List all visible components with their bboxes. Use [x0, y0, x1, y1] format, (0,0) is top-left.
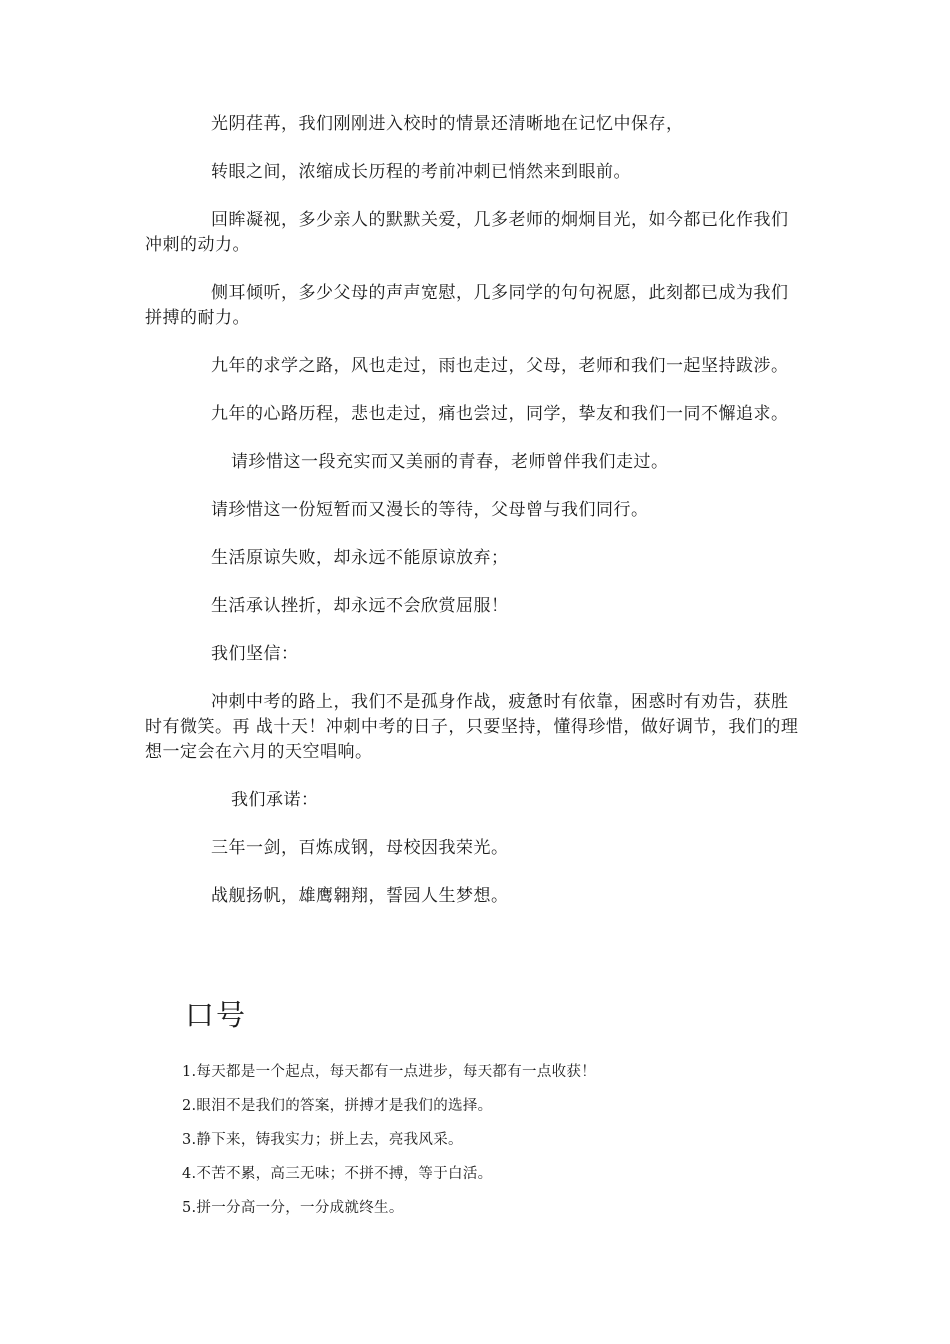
list-item: 4.不苦不累，高三无味；不拼不搏，等于白活。: [182, 1166, 493, 1182]
paragraph: 请珍惜这一份短暂而又漫长的等待，父母曾与我们同行。: [211, 500, 649, 520]
paragraph: 生活承认挫折，却永远不会欣赏屈服！: [211, 596, 509, 616]
paragraph: 侧耳倾听，多少父母的声声宽慰，几多同学的句句祝愿，此刻都已成为我们拼搏的耐力。: [145, 283, 789, 328]
paragraph: 我们坚信：: [211, 644, 299, 664]
paragraph: 请珍惜这一段充实而又美丽的青春，老师曾伴我们走过。: [231, 452, 669, 472]
slogan-list: [182, 1062, 596, 1232]
list-item: 1.每天都是一个起点，每天都有一点进步，每天都有一点收获！: [182, 1064, 597, 1080]
list-item: 2.眼泪不是我们的答案，拼搏才是我们的选择。: [182, 1098, 493, 1114]
paragraph: 九年的求学之路，风也走过，雨也走过，父母，老师和我们一起坚持跋涉。: [211, 356, 789, 376]
list-item: 3.静下来，铸我实力；拼上去，亮我风采。: [182, 1132, 463, 1148]
paragraph: 我们承诺：: [231, 790, 319, 810]
paragraph: 冲刺中考的路上，我们不是孤身作战，疲惫时有依靠，困惑时有劝告，获胜时有微笑。再 战十天！冲刺中考的日子，只要坚持，懂得珍惜，做好调节，我们的理想一定会在六月的天空唱响。: [145, 692, 799, 762]
paragraph: 战舰扬帆，雄鹰翱翔，誓园人生梦想。: [211, 886, 509, 906]
speech-body: [145, 112, 805, 909]
paragraph: 光阴荏苒，我们刚刚进入校时的情景还清晰地在记忆中保存，: [211, 114, 684, 134]
paragraph: 九年的心路历程，悲也走过，痛也尝过，同学，挚友和我们一同不懈追求。: [211, 404, 789, 424]
paragraph: 回眸凝视，多少亲人的默默关爱，几多老师的炯炯目光，如今都已化作我们冲刺的动力。: [145, 210, 789, 255]
paragraph: 转眼之间，浓缩成长历程的考前冲刺已悄然来到眼前。: [211, 162, 631, 182]
paragraph: 三年一剑，百炼成钢，母校因我荣光。: [211, 838, 509, 858]
paragraph: 生活原谅失败，却永远不能原谅放弃；: [211, 548, 509, 568]
list-item: 5.拼一分高一分，一分成就终生。: [182, 1200, 404, 1216]
section-heading: 口号: [185, 998, 248, 1032]
